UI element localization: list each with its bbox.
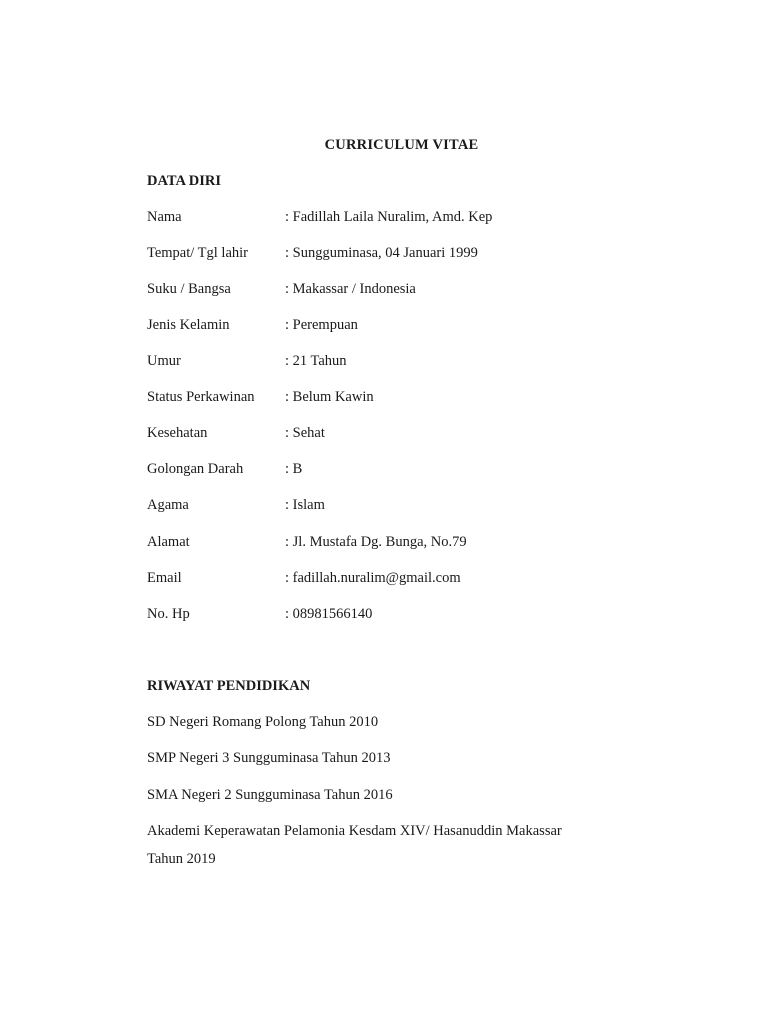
- info-label: No. Hp: [147, 606, 190, 622]
- education-item: Akademi Keperawatan Pelamonia Kesdam XIV/ Hasanuddin Makassar: [147, 823, 562, 839]
- education-item: SD Negeri Romang Polong Tahun 2010: [147, 714, 379, 730]
- info-value: : Jl. Mustafa Dg. Bunga, No.79: [285, 534, 467, 550]
- info-label: Tempat/ Tgl lahir: [147, 245, 248, 261]
- education-item-continuation: Tahun 2019: [147, 851, 216, 867]
- data-diri-heading: DATA DIRI: [147, 173, 221, 189]
- info-value: : Sehat: [285, 425, 325, 441]
- pendidikan-heading: RIWAYAT PENDIDIKAN: [147, 678, 311, 694]
- info-label: Umur: [147, 353, 181, 369]
- info-label: Status Perkawinan: [147, 389, 255, 405]
- info-value: : fadillah.nuralim@gmail.com: [285, 570, 461, 586]
- info-value: : 08981566140: [285, 606, 373, 622]
- info-label: Golongan Darah: [147, 461, 244, 477]
- info-value: : Makassar / Indonesia: [285, 281, 416, 297]
- page-title: CURRICULUM VITAE: [324, 137, 479, 153]
- info-value: : Perempuan: [285, 317, 358, 333]
- education-item: SMA Negeri 2 Sungguminasa Tahun 2016: [147, 787, 393, 803]
- info-value: : Belum Kawin: [285, 389, 374, 405]
- info-value: : Islam: [285, 497, 325, 513]
- info-label: Agama: [147, 497, 189, 513]
- info-value: : B: [285, 461, 303, 477]
- info-label: Jenis Kelamin: [147, 317, 230, 333]
- info-label: Suku / Bangsa: [147, 281, 231, 297]
- info-label: Email: [147, 570, 182, 586]
- info-value: : Sungguminasa, 04 Januari 1999: [285, 245, 478, 261]
- info-label: Alamat: [147, 534, 190, 550]
- info-value: : 21 Tahun: [285, 353, 347, 369]
- info-value: : Fadillah Laila Nuralim, Amd. Kep: [285, 209, 493, 225]
- education-item: SMP Negeri 3 Sungguminasa Tahun 2013: [147, 750, 391, 766]
- info-label: Kesehatan: [147, 425, 208, 441]
- info-label: Nama: [147, 209, 182, 225]
